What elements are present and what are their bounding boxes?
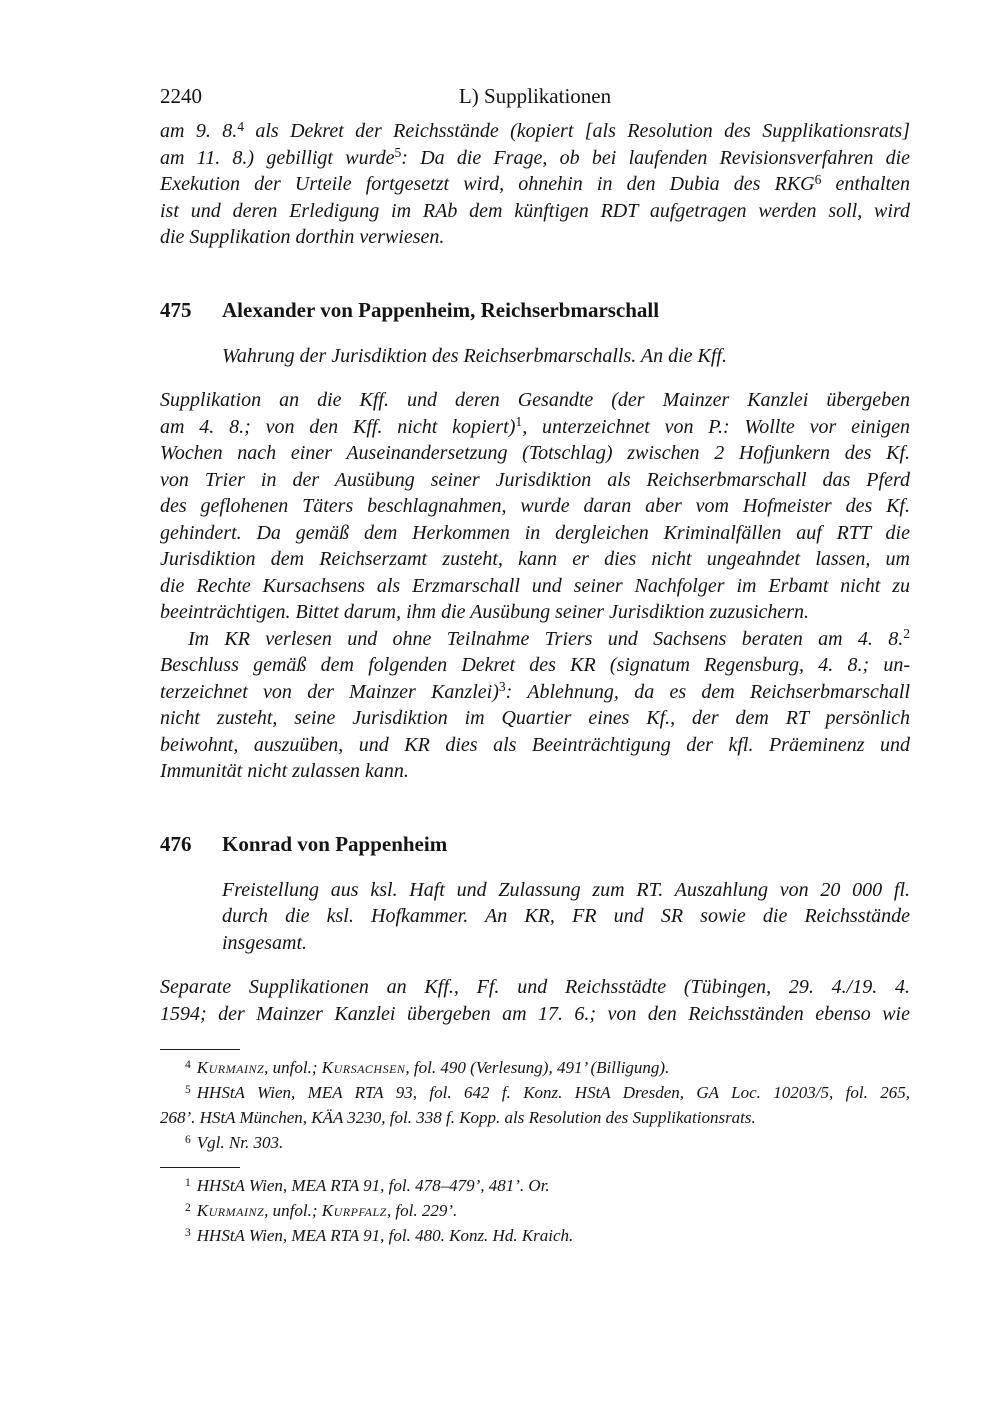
small-caps-text: Kurpfalz — [321, 1201, 387, 1220]
text-line: am 4. 8.; von den Kff. nicht kopiert)$^1$, unterzeichnet von P.: Wollte vor einigen — [160, 414, 910, 438]
footnote-ref: 1 — [515, 414, 523, 430]
entry-title: Alexander von Pappenheim, Reichserbmarschall — [222, 297, 660, 322]
footnote-number: 6 — [185, 1132, 191, 1146]
text-line: die Rechte Kursachsens als Erzmarschall und seiner Nachfolger im Erbamt nicht zu — [160, 574, 910, 597]
footnote — [160, 1223, 910, 1248]
text-line: Jurisdiktion dem Reichserzamt zusteht, kann er dies nicht ungeahndet lassen, um — [160, 548, 910, 570]
footnote-line: $^3$ HHStA Wien, MEA RTA 91, fol. 480. Konz. Hd. Kraich. — [185, 1225, 574, 1245]
footnote — [160, 1055, 910, 1080]
text-line: gehindert. Da gemäß dem Herkommen in dergleichen Kriminalfällen auf RTT die — [160, 521, 910, 544]
small-caps-text: Kurmainz — [196, 1058, 265, 1077]
text-line: ist und deren Erledigung im RAb dem künftigen RDT aufgetragen werden soll, wird — [160, 199, 910, 222]
footnote-number: 4 — [185, 1057, 191, 1071]
paragraph — [160, 626, 910, 785]
text-line: Im KR verlesen und ohne Teilnahme Triers und Sachsens beraten am 4. 8.$^2$ — [188, 626, 910, 650]
text-line: 1594; der Mainzer Kanzlei übergeben am 17. 6.; von den Reichsständen ebenso wie — [160, 1002, 910, 1025]
footnote-ref: 3 — [498, 679, 506, 695]
footnote — [160, 1173, 910, 1198]
running-title: L) Supplikationen — [458, 84, 612, 108]
small-caps-text: Kursachsen — [321, 1058, 406, 1077]
text-line: Separate Supplikationen an Kff., Ff. und Reichsstädte (Tübingen, 29. 4./19. 4. — [160, 976, 910, 998]
text-line: beeinträchtigen. Bittet darum, ihm die Ausübung seiner Jurisdiktion zuzusichern. — [160, 601, 810, 623]
running-head — [160, 83, 910, 109]
text-block — [160, 0, 910, 1248]
text-line: am 9. 8.$^4$ als Dekret der Reichsstände (kopiert [als Resolution des Supplikationsrats] — [160, 118, 910, 142]
footnote-ref: 5 — [394, 145, 402, 161]
entry-summary — [222, 877, 910, 957]
text-line: Freistellung aus ksl. Haft und Zulassung zum RT. Auszahlung von 20 000 fl. — [222, 878, 910, 901]
footnote — [160, 1198, 910, 1223]
text-line: beiwohnt, auszuüben, und KR dies als Beeinträchtigung der kfl. Präeminenz und — [160, 733, 910, 756]
text-line: Beschluss gemäß dem folgenden Dekret des KR (signatum Regensburg, 4. 8.; un- — [160, 654, 910, 676]
text-line: Exekution der Urteile fortgesetzt wird, ohnehin in den Dubia des RKG$^6$ enthalten — [160, 171, 910, 195]
entry-title: Konrad von Pappenheim — [222, 831, 448, 856]
footnote-separator — [160, 1049, 240, 1050]
footnote-number: 2 — [185, 1200, 191, 1214]
text-line: am 11. 8.) gebilligt wurde$^5$: Da die Frage, ob bei laufenden Revisionsverfahren die — [160, 145, 911, 169]
paragraph — [160, 118, 910, 251]
page-number: 2240 — [160, 84, 202, 108]
footnote-line: $^5$ HHStA Wien, MEA RTA 93, fol. 642 f. Konz. HStA Dresden, GA Loc. 10203/5, fol. 265, — [185, 1082, 910, 1102]
entry-heading — [160, 297, 910, 324]
footnote — [160, 1080, 910, 1130]
footnote-ref: 6 — [814, 171, 822, 187]
footnote-line: $^6$ Vgl. Nr. 303. — [185, 1132, 284, 1152]
entry-heading — [160, 831, 910, 858]
text-line: durch die ksl. Hofkammer. An KR, FR und SR sowie die Reichsstände — [222, 905, 910, 927]
footnote-ref: 2 — [903, 626, 910, 642]
footnotes — [160, 1049, 910, 1248]
text-line: Supplikation an die Kff. und deren Gesandte (der Mainzer Kanzlei übergeben — [160, 389, 910, 411]
footnote-line: 268’. HStA München, KÄA 3230, fol. 338 f. Kopp. als Resolution des Supplikationsrats. — [160, 1108, 756, 1127]
footnote-line: $^2$ Kurmainz, unfol.; Kurpfalz, fol. 229’. — [185, 1200, 458, 1220]
text-line: Wahrung der Jurisdiktion des Reichserbmarschalls. An die Kff. — [222, 344, 727, 367]
text-line: von Trier in der Ausübung seiner Jurisdiktion als Reichserbmarschall das Pferd — [160, 468, 910, 491]
entry-number: 476 — [160, 831, 192, 856]
footnote-number: 3 — [185, 1225, 191, 1239]
footnote-number: 5 — [185, 1082, 191, 1096]
footnote — [160, 1130, 910, 1155]
footnote-separator — [160, 1167, 240, 1168]
text-line: des geflohenen Täters beschlagnahmen, wurde daran aber vom Hofmeister des Kf. — [160, 495, 910, 517]
text-line: terzeichnet von der Mainzer Kanzlei)$^3$: Ablehnung, da es dem Reichserbmarschall — [160, 679, 911, 703]
text-line: die Supplikation dorthin verwiesen. — [160, 226, 445, 248]
entry-number: 475 — [160, 297, 192, 322]
text-line: Wochen nach einer Auseinandersetzung (Totschlag) zwischen 2 Hofjunkern des Kf. — [160, 442, 910, 464]
entry-summary — [222, 343, 910, 370]
footnote-number: 1 — [185, 1175, 191, 1189]
small-caps-text: Kurmainz — [196, 1201, 265, 1220]
text-line: nicht zusteht, seine Jurisdiktion im Quartier eines Kf., der dem RT persönlich — [160, 707, 910, 729]
footnote-line: $^1$ HHStA Wien, MEA RTA 91, fol. 478–479’, 481’. Or. — [185, 1175, 550, 1195]
entry-body — [160, 118, 910, 1027]
text-line: insgesamt. — [222, 931, 307, 954]
paragraph — [160, 387, 910, 626]
paragraph — [160, 974, 910, 1027]
text-line: Immunität nicht zulassen kann. — [160, 760, 409, 782]
footnote-ref: 4 — [237, 118, 244, 134]
footnote-line: $^4$ Kurmainz, unfol.; Kursachsen, fol. 490 (Verlesung), 491’ (Billigung). — [185, 1057, 670, 1077]
